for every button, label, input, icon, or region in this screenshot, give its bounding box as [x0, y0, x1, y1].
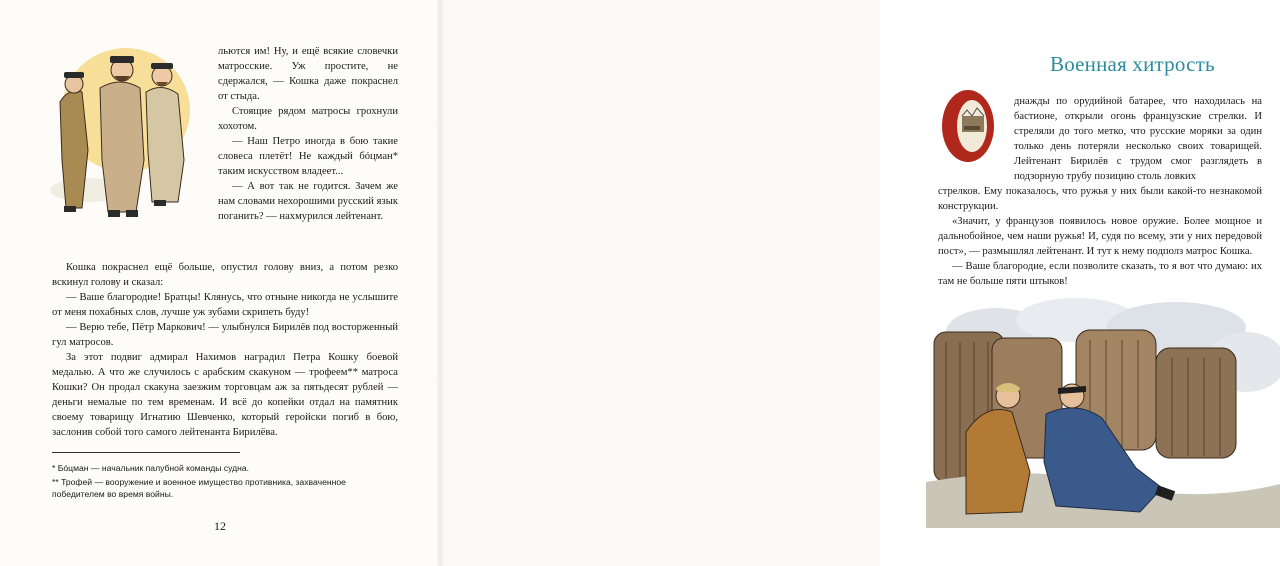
- paragraph: Кошка покраснел ещё больше, опустил голову вниз, а потом резко вскинул голову и сказал:: [52, 262, 398, 288]
- book-spine: [436, 0, 444, 566]
- footnote: * Бóцман — начальник палубной команды судна.: [52, 463, 250, 473]
- paragraph: стрелков. Ему показалось, что ружья у них были какой-то незнакомой конструкции.: [938, 186, 1262, 212]
- footnote: ** Трофей — вооружение и военное имущество противника, захваченное победителем во время войны.: [52, 477, 346, 499]
- paragraph: «Значит, у французов появилось новое оружие. Более мощное и дальнобойное, чем наши ружья! И, судя по всему, эти у них передовой пост», — размышлял лейтенант. И тут к нему подполз матрос Кошка.: [938, 216, 1262, 257]
- paragraph: — Ваше благородие, если позволите сказать, то я вот что думаю: их там не больше пяти штыков!: [938, 261, 1262, 287]
- paragraph: — Наш Петро иногда в бою такие словеса плетёт! Не каждый бóцман* таким искусством владеет...: [218, 136, 398, 177]
- paragraph: Стоящие рядом матросы грохнули хохотом.: [218, 106, 398, 132]
- right-top-column: [1014, 94, 1262, 184]
- paragraph: — А вот так не годится. Зачем же нам словами нехорошими русский язык поганить? — нахмурился лейтенант.: [218, 181, 398, 222]
- chapter-title: Военная хитрость: [1050, 52, 1215, 76]
- right-bottom-column: [938, 184, 1262, 289]
- left-top-column: [218, 44, 398, 224]
- dropcap-glyph: О: [968, 164, 969, 165]
- left-page: [0, 0, 440, 566]
- paragraph: — Верю тебе, Пётр Маркович! — улыбнулся Бирилёв под восторженный гул матросов.: [52, 322, 398, 348]
- sailors-illustration: [48, 40, 198, 226]
- right-page: [440, 0, 1262, 566]
- paragraph: днажды по орудийной батарее, что находилась на бастионе, открыли огонь французские стрелки. И стреляли до того метко, что русские моряки за один только день потеряли несколько своих товарищей. Лейтенант Бирилёв с трудом смог разглядеть в подзорную трубу позицию столь ловких: [1014, 96, 1262, 182]
- bastion-illustration: [926, 292, 1280, 528]
- paragraph: За этот подвиг адмирал Нахимов наградил Петра Кошку боевой медалью. А что же случилось с арабским скакуном — трофеем** матроса Кошки? Он продал скакуна заезжим торговцам аж за пятьдесят рублей — деньги немалые по тем временам. И всё до копейки отдал на памятник своему товарищу Игнатию Шевченко, который геройски погиб в бою, заслонив собой того самого лейтенанта Бирилёва.: [52, 352, 398, 438]
- page-number: 12: [214, 519, 226, 533]
- footnotes: [52, 462, 382, 502]
- footnote-divider: [52, 452, 240, 453]
- paragraph: льются им! Ну, и ещё всякие словечки матросские. Уж простите, не сдержался, — Кошка даже покраснел от стыда.: [218, 46, 398, 102]
- paragraph: — Ваше благородие! Братцы! Клянусь, что отныне никогда не услышите от меня похабных слов, лучше уж зубами скрипеть буду!: [52, 292, 398, 318]
- left-bottom-column: [52, 260, 398, 440]
- dropcap-letter: [936, 86, 1004, 166]
